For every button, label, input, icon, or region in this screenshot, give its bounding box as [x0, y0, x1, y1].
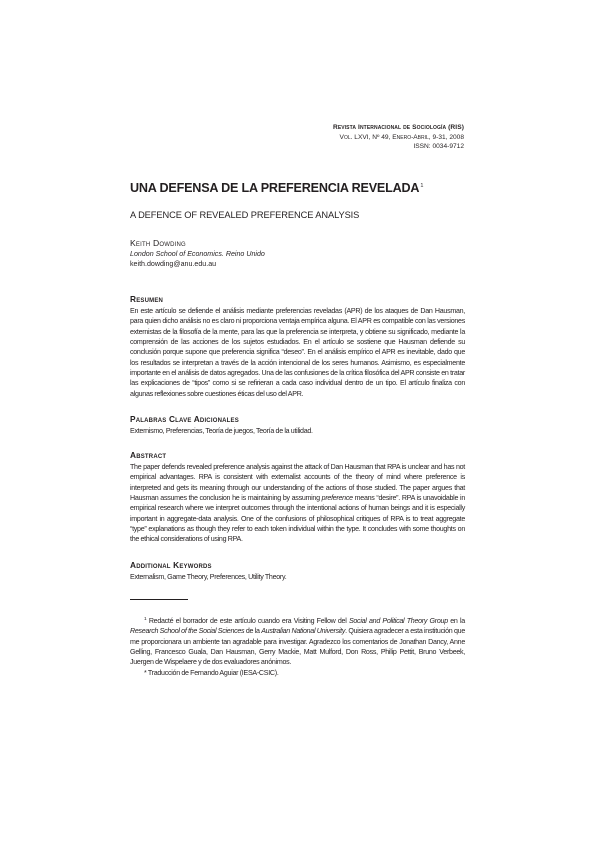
resumen-section — [130, 294, 465, 399]
abstract-text — [130, 462, 465, 545]
keywords-text: Externalism, Game Theory, Preferences, Utility Theory. — [130, 573, 287, 581]
footnotes — [130, 615, 465, 678]
footnote-1 — [130, 615, 465, 668]
article-title — [130, 181, 470, 195]
footnote-1-text-a: Redacté el borrador de este artículo cuando era Visiting Fellow del — [148, 617, 349, 625]
footnote-1-mark: 1 — [144, 617, 147, 622]
journal-header — [333, 123, 464, 152]
resumen-heading: Resumen — [130, 294, 164, 304]
abstract-heading: Abstract — [130, 450, 167, 460]
footnote-2: * Traducción de Fernando Aguiar (IESA-CSIC). — [144, 668, 279, 677]
footnote-1-university-name: Australian National University — [261, 627, 346, 636]
journal-issn: ISSN: 0034-9712 — [413, 143, 464, 151]
palabras-heading: Palabras Clave Adicionales — [130, 414, 239, 424]
title-footnote-mark[interactable]: 1 — [420, 183, 424, 189]
footnote-divider — [130, 599, 188, 600]
abstract-text-part1: The paper defends revealed preference analysis against the attack of Dan Hausman that RPA is unclear and has not empirical advantages. RPA is consistent with externalist accounts of the theory of mind where preference is interpreted and gets its meaning through our understanding of the actions of those studied. The paper argues that Hausman assumes the conclusion he is maintaining by assuming — [130, 463, 465, 503]
author-block — [130, 237, 470, 270]
footnote-1-school-name: Research School of the Social Sciences — [130, 627, 245, 636]
footnote-1-group-name: Social and Political Theory Group — [348, 617, 448, 625]
abstract-text-part2: means “desire”. RPA is unavoidable in empirical research where we interpret outcomes through the intentional actions of human beings and it is especially important in aggregate-data analysis. One of the confusions of philosophical critiques of RPA is to treat aggregate “type” explanations as though they refer to each token individual within the type. It concludes with some thoughts on the ethical considerations of using RPA. — [130, 494, 465, 544]
journal-volume: Vol. LXVI, Nº 49, Enero-Abril, 9-31, 2008 — [339, 133, 464, 141]
author-name: Keith Dowding — [130, 238, 186, 248]
palabras-text: Externismo, Preferencias, Teoría de juegos, Teoría de la utilidad. — [130, 427, 313, 435]
footnote-1-text-e: de la — [244, 627, 262, 636]
keywords-heading: Additional Keywords — [130, 560, 212, 570]
keywords-section — [130, 560, 465, 582]
palabras-section — [130, 414, 465, 436]
article-title-text: UNA DEFENSA DE LA PREFERENCIA REVELADA — [130, 181, 420, 195]
author-affiliation: London School of Economics. Reino Unido — [130, 250, 265, 258]
author-email[interactable]: keith.dowding@anu.edu.au — [130, 260, 217, 269]
article-subtitle: A DEFENCE OF REVEALED PREFERENCE ANALYSIS — [130, 210, 360, 220]
journal-name: Revista Internacional de Sociología (RIS) — [332, 124, 464, 131]
footnote-1-text-g: . Quisiera agradecer a esta institución que me proporcionara un ambiente tan agradable para investigar. Agradezco los comentarios de Jonathan Dancy, Anne Gelling, Francesco Guala, Dan Hausman, Gerry Mackie, Matt Mulford, Don Ross, Philip Pettit, Bruno Verbeek, Juergen de Wispelaere y de dos evaluadores anónimos. — [130, 627, 465, 667]
footnote-1-text-c: en la — [447, 617, 465, 625]
resumen-text: En este artículo se defiende el análisis mediante preferencias reveladas (APR) de los ataques de Dan Hausman, para quien dicho análisis no es claro ni proporciona ventaja empírica alguna. El APR es compatible con las versiones externistas de la filosofía de la mente, para las que la preferencia se interpreta, y obtiene su significado, mediante la comprensión de las acciones de los sujetos estudiados. En el artículo se sostiene que Hausman defiende su conclusión porque supone que preferencia significa “deseo”. En el análisis empírico el APR es inevitable, dado que los resultados se interpretan a través de la acción intencional de los seres humanos. Asimismo, es especialmente importante en el análisis de datos agregados. Una de las confusiones de la crítica filosófica del APR consiste en tratar las explicaciones de “tipos” como si se refirieran a cada caso individual dentro de un tipo. El artículo finaliza con algunas reflexiones sobre cuestiones éticas del uso del APR. — [130, 307, 465, 398]
abstract-text-emphasis: preference — [321, 494, 353, 503]
abstract-section — [130, 450, 465, 545]
